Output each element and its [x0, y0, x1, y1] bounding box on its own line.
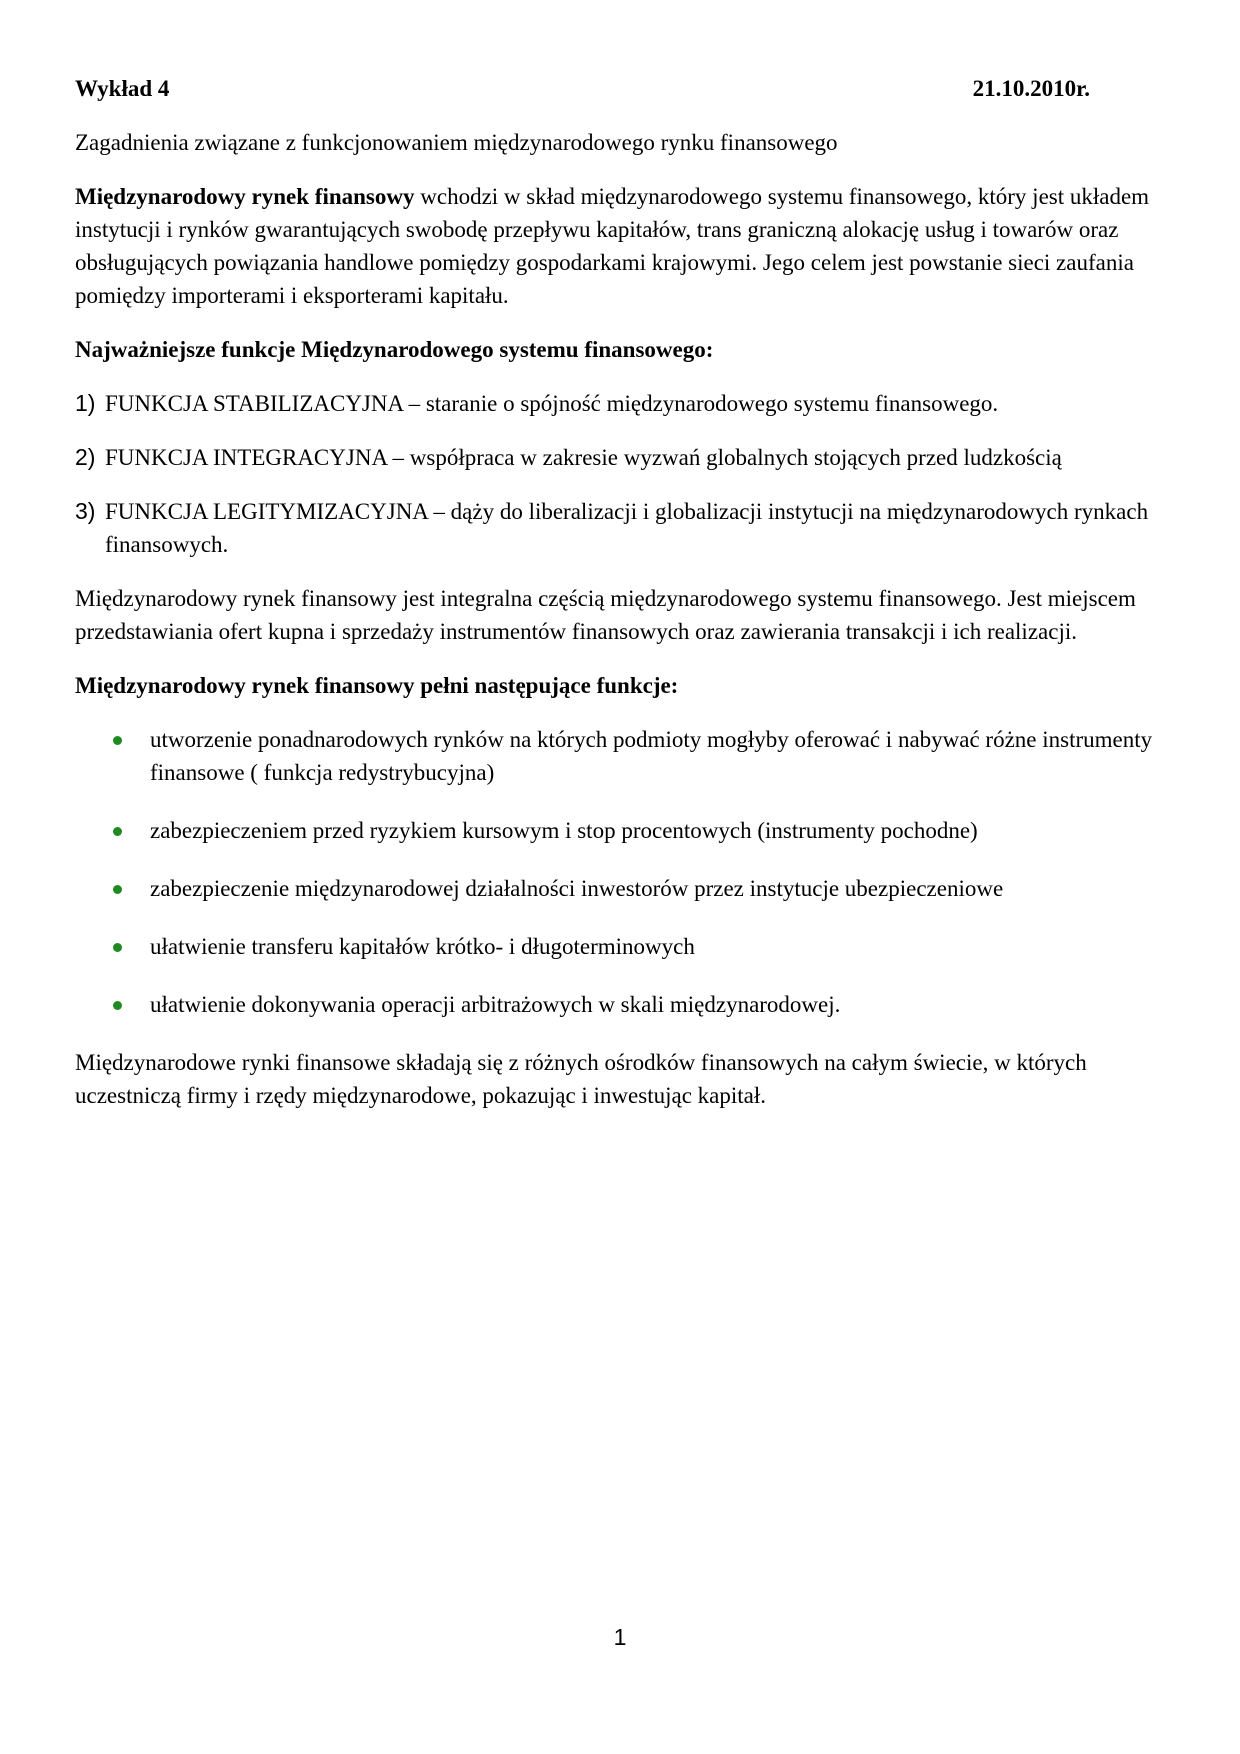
list-item — [75, 495, 1165, 561]
list-number: 1) — [75, 390, 96, 416]
document-subtitle: Zagadnienia związane z funkcjonowaniem międzynarodowego rynku finansowego — [75, 130, 838, 155]
market-functions-list — [75, 723, 1165, 1021]
list-item — [75, 988, 1165, 1021]
bullet-icon — [113, 827, 122, 836]
bullet-icon — [113, 885, 122, 894]
list-item — [75, 441, 1165, 474]
document-header — [75, 72, 1090, 105]
closing-paragraph: Międzynarodowe rynki finansowe składają się z różnych ośrodków finansowych na całym świecie, w których uczestniczą firmy i rzędy międzynarodowe, pokazując i inwestując kapitał. — [75, 1050, 1087, 1108]
list-item — [75, 387, 1165, 420]
list-item-text: zabezpieczeniem przed ryzykiem kursowym i stop procentowych (instrumenty pochodne) — [150, 818, 978, 843]
intro-paragraph — [75, 180, 1165, 312]
intro-text: wchodzi w skład międzynarodowego systemu finansowego, który jest układem instytucji i rynków gwarantujących swobodę przepływu kapitałów, trans graniczną alokację usług i towarów oraz obsługujących powiązania handlowe pomiędzy gospodarkami krajowymi. Jego celem jest powstanie sieci zaufania pomiędzy importerami i eksporterami kapitału. — [75, 184, 1150, 308]
list-item — [75, 872, 1165, 905]
list-item — [75, 930, 1165, 963]
functions-heading: Najważniejsze funkcje Międzynarodowego systemu finansowego: — [75, 337, 714, 362]
list-item — [75, 723, 1165, 789]
lecture-date: 21.10.2010r. — [972, 76, 1090, 101]
document-page — [75, 72, 1165, 1133]
market-paragraph: Międzynarodowy rynek finansowy jest integralna częścią międzynarodowego systemu finansowego. Jest miejscem przedstawiania ofert kupna i sprzedaży instrumentów finansowych oraz zawierania transakcji i ich realizacji. — [75, 586, 1136, 644]
list-number: 2) — [75, 444, 96, 470]
list-item-text: utworzenie ponadnarodowych rynków na których podmioty mogłyby oferować i nabywać różne instrumenty finansowe ( funkcja redystrybucyjna) — [150, 727, 1153, 785]
page-number: 1 — [613, 1624, 627, 1650]
list-item-text: FUNKCJA STABILIZACYJNA – staranie o spójność międzynarodowego systemu finansowego. — [105, 391, 999, 416]
bullet-icon — [113, 736, 122, 745]
list-item-text: ułatwienie dokonywania operacji arbitrażowych w skali międzynarodowej. — [150, 992, 841, 1017]
intro-term: Międzynarodowy rynek finansowy — [75, 184, 415, 209]
market-heading: Międzynarodowy rynek finansowy pełni następujące funkcje: — [75, 673, 679, 698]
list-item-text: ułatwienie transferu kapitałów krótko- i długoterminowych — [150, 934, 695, 959]
list-item-text: FUNKCJA LEGITYMIZACYJNA – dąży do liberalizacji i globalizacji instytucji na międzynarodowych rynkach finansowych. — [105, 499, 1149, 557]
bullet-icon — [113, 943, 122, 952]
list-item-text: FUNKCJA INTEGRACYJNA – współpraca w zakresie wyzwań globalnych stojących przed ludzkością — [105, 445, 1062, 470]
list-item — [75, 814, 1165, 847]
bullet-icon — [113, 1001, 122, 1010]
list-number: 3) — [75, 498, 96, 524]
list-item-text: zabezpieczenie międzynarodowej działalności inwestorów przez instytucje ubezpieczeniowe — [150, 876, 1004, 901]
lecture-title: Wykład 4 — [75, 76, 170, 101]
functions-list — [75, 387, 1165, 561]
